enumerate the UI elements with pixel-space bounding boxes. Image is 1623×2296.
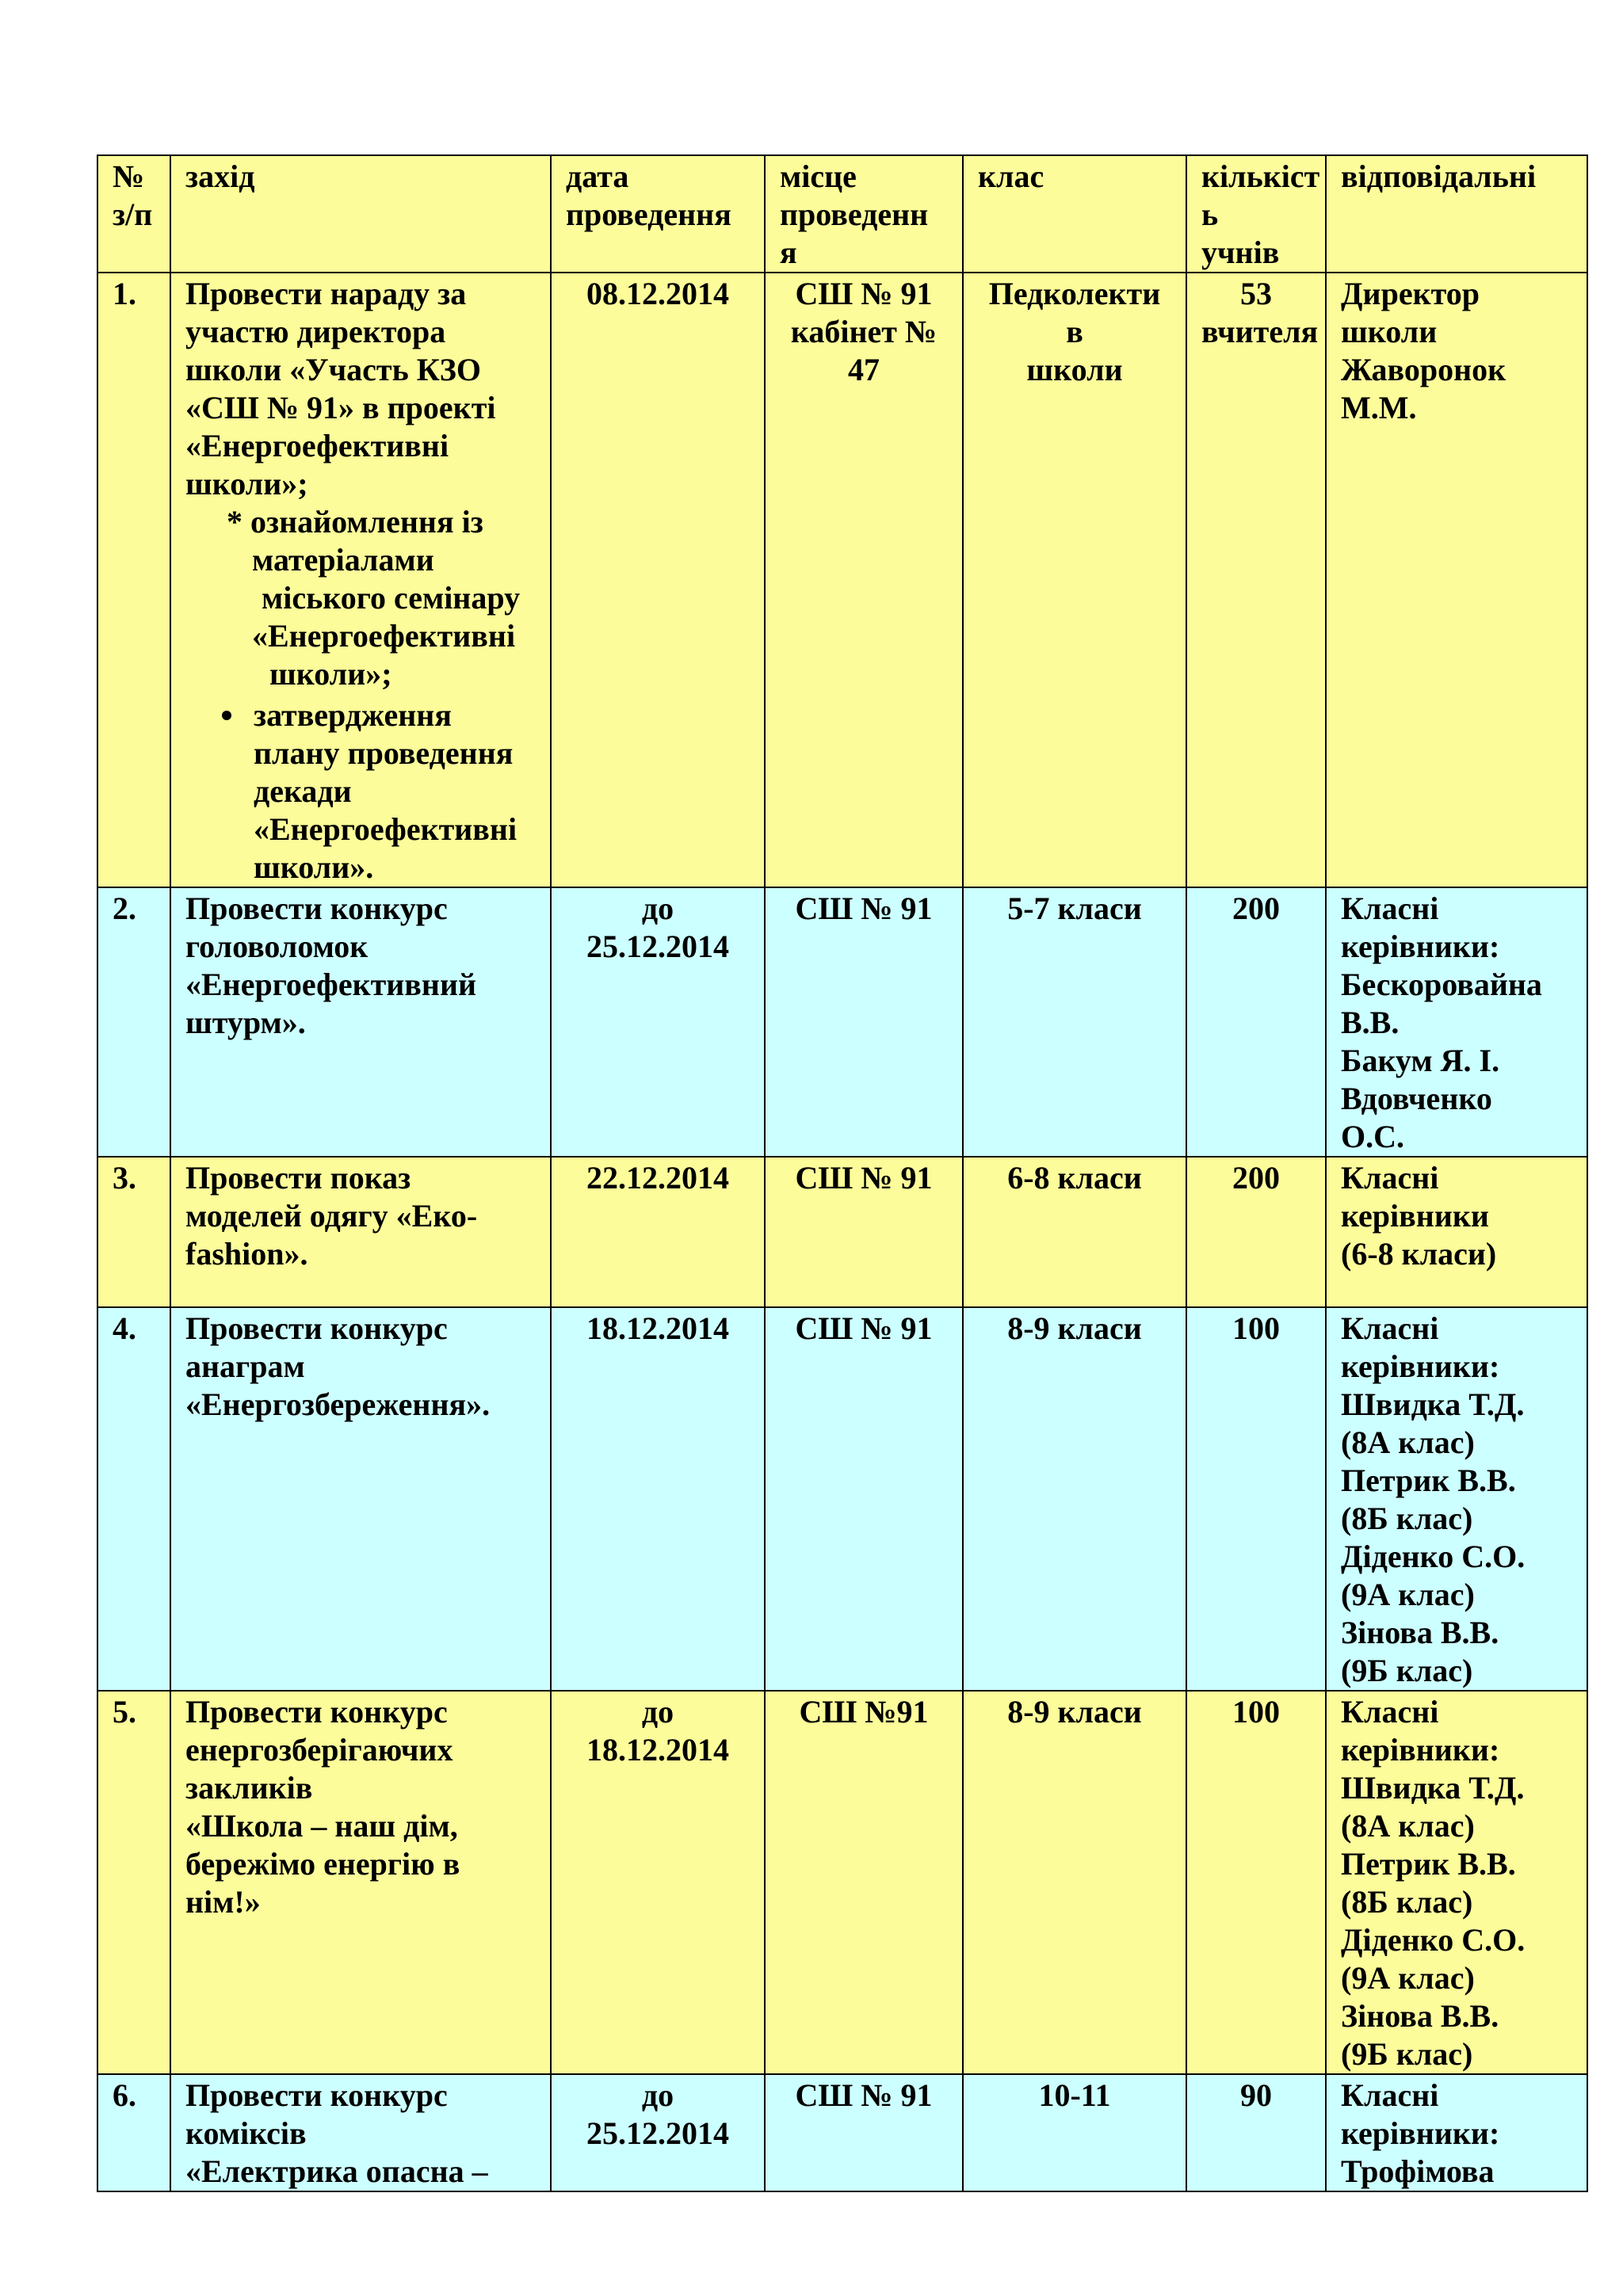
row-class [963, 1691, 1186, 2074]
table-row [97, 1691, 1587, 2074]
cell-text-line: «Енергоефективні [254, 811, 517, 847]
row-responsible [1326, 1157, 1587, 1307]
cell-text-line: дата [566, 158, 629, 194]
cell-text-line: плану проведення [254, 735, 514, 771]
cell-text-line: Класні [1341, 2077, 1439, 2113]
cell-text-line: матеріалами [252, 542, 434, 578]
cell-text-line: відповідальні [1341, 158, 1537, 194]
cell-text-line: штурм». [185, 1005, 306, 1040]
cell-text-line: 8-9 класи [1007, 1310, 1142, 1346]
row-count [1186, 1691, 1326, 2074]
cell-text-line: «Енергозбереження». [185, 1386, 491, 1422]
row-count [1186, 273, 1326, 887]
cell-text-line: 08.12.2014 [586, 276, 729, 311]
cell-text-line: Провести показ [185, 1160, 411, 1196]
cell-text-line: місце [780, 158, 857, 194]
table-row [97, 2074, 1587, 2191]
events-plan-table [97, 154, 1588, 2192]
header-date [551, 155, 765, 273]
table-row [97, 1307, 1587, 1691]
cell-text-line: Швидка Т.Д. [1341, 1770, 1525, 1806]
cell-text-line: Зінова В.В. [1341, 1998, 1499, 2034]
cell-text-line: Класні [1341, 891, 1439, 926]
row-event [170, 887, 551, 1157]
cell-text-line: 4. [113, 1310, 136, 1346]
cell-text-line: Зінова В.В. [1341, 1615, 1499, 1650]
cell-text-line: М.М. [1341, 390, 1417, 425]
cell-text-line: керівники: [1341, 1348, 1500, 1384]
cell-text-line: учнів [1201, 235, 1280, 270]
cell-text-line: кабінет № [790, 314, 938, 349]
cell-text-line: Бескоровайна [1341, 967, 1542, 1002]
cell-text-line: до [641, 1694, 674, 1730]
cell-text-line: вчителя [1201, 314, 1319, 349]
row-place [765, 2074, 963, 2191]
cell-text-line: 2. [113, 891, 136, 926]
cell-text-line: керівники [1341, 1198, 1489, 1234]
cell-text-line: Діденко С.О. [1341, 1922, 1526, 1958]
cell-text-line: 6-8 класи [1007, 1160, 1142, 1196]
cell-text-line: в [1066, 314, 1083, 349]
row-place [765, 1157, 963, 1307]
cell-text-line: декади [254, 773, 352, 809]
row-responsible [1326, 1307, 1587, 1691]
cell-text-line: Трофімова [1341, 2153, 1495, 2189]
cell-text-line: (6-8 класи) [1341, 1236, 1497, 1272]
cell-text-line: 6. [113, 2077, 136, 2113]
row-responsible [1326, 273, 1587, 887]
header-class [963, 155, 1186, 273]
cell-text-line: участю директора [185, 314, 446, 349]
cell-text-line: 22.12.2014 [586, 1160, 729, 1196]
cell-text-line: Провести конкурс [185, 1310, 448, 1346]
cell-text-line: (9А клас) [1341, 1577, 1475, 1612]
row-date [551, 1691, 765, 2074]
cell-text-line: проведення [566, 196, 731, 232]
cell-text-line: з/п [113, 196, 153, 232]
cell-text-line: проведенн [780, 196, 929, 232]
row-class [963, 2074, 1186, 2191]
cell-text-line: «Енергоефективні [185, 428, 449, 463]
cell-text-line: ь [1201, 196, 1219, 232]
row-number [97, 273, 170, 887]
row-responsible [1326, 2074, 1587, 2191]
header-number [97, 155, 170, 273]
cell-text-line: Класні [1341, 1160, 1439, 1196]
row-date [551, 2074, 765, 2191]
cell-text-line: школи»; [269, 656, 392, 692]
cell-text-line: закликів [185, 1770, 313, 1806]
row-number [97, 1157, 170, 1307]
cell-text-line: до [641, 891, 674, 926]
cell-text-line: 10-11 [1038, 2077, 1111, 2113]
row-number [97, 1691, 170, 2074]
cell-text-line: Петрик В.В. [1341, 1463, 1516, 1498]
cell-text-line: керівники: [1341, 929, 1500, 964]
cell-text-line: В.В. [1341, 1005, 1400, 1040]
cell-text-line: бережімо енергію в [185, 1846, 460, 1882]
row-event [170, 1157, 551, 1307]
cell-text-line: коміксів [185, 2115, 307, 2151]
cell-text-line: Педколекти [988, 276, 1161, 311]
cell-text-line: моделей одягу «Еко- [185, 1198, 478, 1234]
row-count [1186, 1157, 1326, 1307]
cell-text-line: керівники: [1341, 2115, 1500, 2151]
row-date [551, 273, 765, 887]
cell-text-line: керівники: [1341, 1732, 1500, 1768]
cell-text-line: Класні [1341, 1694, 1439, 1730]
cell-text-line: СШ № 91 [795, 2077, 933, 2113]
cell-text-line: школи». [254, 849, 374, 885]
cell-text-line: Бакум Я. І. [1341, 1043, 1500, 1078]
cell-text-line: СШ № 91 [795, 1310, 933, 1346]
row-place [765, 887, 963, 1157]
cell-text-line: Провести конкурс [185, 891, 448, 926]
cell-text-line: (8Б клас) [1341, 1501, 1473, 1536]
cell-text-line: 3. [113, 1160, 136, 1196]
cell-text-line: (9Б клас) [1341, 1653, 1473, 1688]
row-class [963, 1307, 1186, 1691]
cell-text-line: 100 [1232, 1310, 1280, 1346]
cell-text-line: Петрик В.В. [1341, 1846, 1516, 1882]
cell-text-line: «СШ № 91» в проекті [185, 390, 496, 425]
table-row [97, 273, 1587, 887]
row-number [97, 887, 170, 1157]
row-date [551, 1307, 765, 1691]
cell-text-line: енергозберігаючих [185, 1732, 453, 1768]
cell-text-line: школи»; [185, 466, 308, 502]
row-class [963, 273, 1186, 887]
table-row [97, 887, 1587, 1157]
bullet-item: затвердження [185, 696, 536, 734]
cell-text-line: «Енергоефективний [185, 967, 477, 1002]
cell-text-line: 53 [1240, 276, 1272, 311]
cell-text-line: 25.12.2014 [586, 2115, 729, 2151]
cell-text-line: (9Б клас) [1341, 2036, 1473, 2072]
cell-text-line: школи [1026, 352, 1123, 387]
header-event [170, 155, 551, 273]
cell-text-line: Класні [1341, 1310, 1439, 1346]
row-responsible [1326, 887, 1587, 1157]
cell-text-line: міського семінару [262, 580, 521, 616]
cell-text-line: головоломок [185, 929, 369, 964]
cell-text-line: 18.12.2014 [586, 1310, 729, 1346]
cell-text-line: СШ №91 [799, 1694, 929, 1730]
cell-text-line: «Школа – наш дім, [185, 1808, 458, 1844]
table-header-row [97, 155, 1587, 273]
cell-text-line: (9А клас) [1341, 1960, 1475, 1996]
cell-text-line: Директор [1341, 276, 1480, 311]
row-place [765, 1691, 963, 2074]
row-number [97, 1307, 170, 1691]
row-date [551, 1157, 765, 1307]
cell-text-line: анаграм [185, 1348, 305, 1384]
cell-text-line: (8Б клас) [1341, 1884, 1473, 1920]
cell-text-line: О.С. [1341, 1119, 1404, 1154]
cell-text-line: 200 [1232, 1160, 1280, 1196]
table-row [97, 1157, 1587, 1307]
cell-text-line: «Енергоефективні [252, 618, 516, 654]
header-place [765, 155, 963, 273]
cell-text-line: 1. [113, 276, 136, 311]
cell-text-line: 25.12.2014 [586, 929, 729, 964]
cell-text-line: школи [1341, 314, 1438, 349]
row-count [1186, 1307, 1326, 1691]
cell-text-line: до [641, 2077, 674, 2113]
cell-text-line: 100 [1232, 1694, 1280, 1730]
cell-text-line: 5-7 класи [1007, 891, 1142, 926]
header-responsible [1326, 155, 1587, 273]
row-place [765, 273, 963, 887]
cell-text-line: Жаворонок [1341, 352, 1507, 387]
row-number [97, 2074, 170, 2191]
cell-text-line: СШ № 91 [795, 891, 933, 926]
cell-text-line: Провести конкурс [185, 1694, 448, 1730]
cell-text-line: школи «Участь КЗО [185, 352, 481, 387]
row-class [963, 1157, 1186, 1307]
cell-text-line: 90 [1240, 2077, 1272, 2113]
cell-text-line: нім!» [185, 1884, 261, 1920]
row-count [1186, 2074, 1326, 2191]
cell-text-line: (8А клас) [1341, 1808, 1475, 1844]
cell-text-line: 18.12.2014 [586, 1732, 729, 1768]
cell-text-line: «Електрика опасна – [185, 2153, 488, 2189]
cell-text-line: Провести нараду за [185, 276, 467, 311]
cell-text-line: Провести конкурс [185, 2077, 448, 2113]
cell-text-line: 5. [113, 1694, 136, 1730]
row-event [170, 1307, 551, 1691]
cell-text-line: СШ № 91 [795, 276, 933, 311]
row-date [551, 887, 765, 1157]
cell-text-line: 8-9 класи [1007, 1694, 1142, 1730]
row-place [765, 1307, 963, 1691]
header-count [1186, 155, 1326, 273]
cell-text-line: * ознайомлення із [227, 504, 483, 540]
cell-text-line: 200 [1232, 891, 1280, 926]
cell-text-line: fashion». [185, 1236, 308, 1272]
cell-text-line: захід [185, 158, 255, 194]
cell-text-line: клас [978, 158, 1044, 194]
row-event [170, 273, 551, 887]
row-event [170, 1691, 551, 2074]
cell-text-line: СШ № 91 [795, 1160, 933, 1196]
row-count [1186, 887, 1326, 1157]
cell-text-line: Діденко С.О. [1341, 1539, 1526, 1574]
cell-text-line: кількіст [1201, 158, 1320, 194]
cell-text-line: (8А клас) [1341, 1425, 1475, 1460]
cell-text-line: я [780, 235, 797, 270]
cell-text-line: 47 [848, 352, 880, 387]
row-responsible [1326, 1691, 1587, 2074]
cell-text-line: № [113, 158, 145, 194]
row-event [170, 2074, 551, 2191]
cell-text-line: Вдовченко [1341, 1081, 1492, 1116]
row-class [963, 887, 1186, 1157]
cell-text-line: Швидка Т.Д. [1341, 1386, 1525, 1422]
